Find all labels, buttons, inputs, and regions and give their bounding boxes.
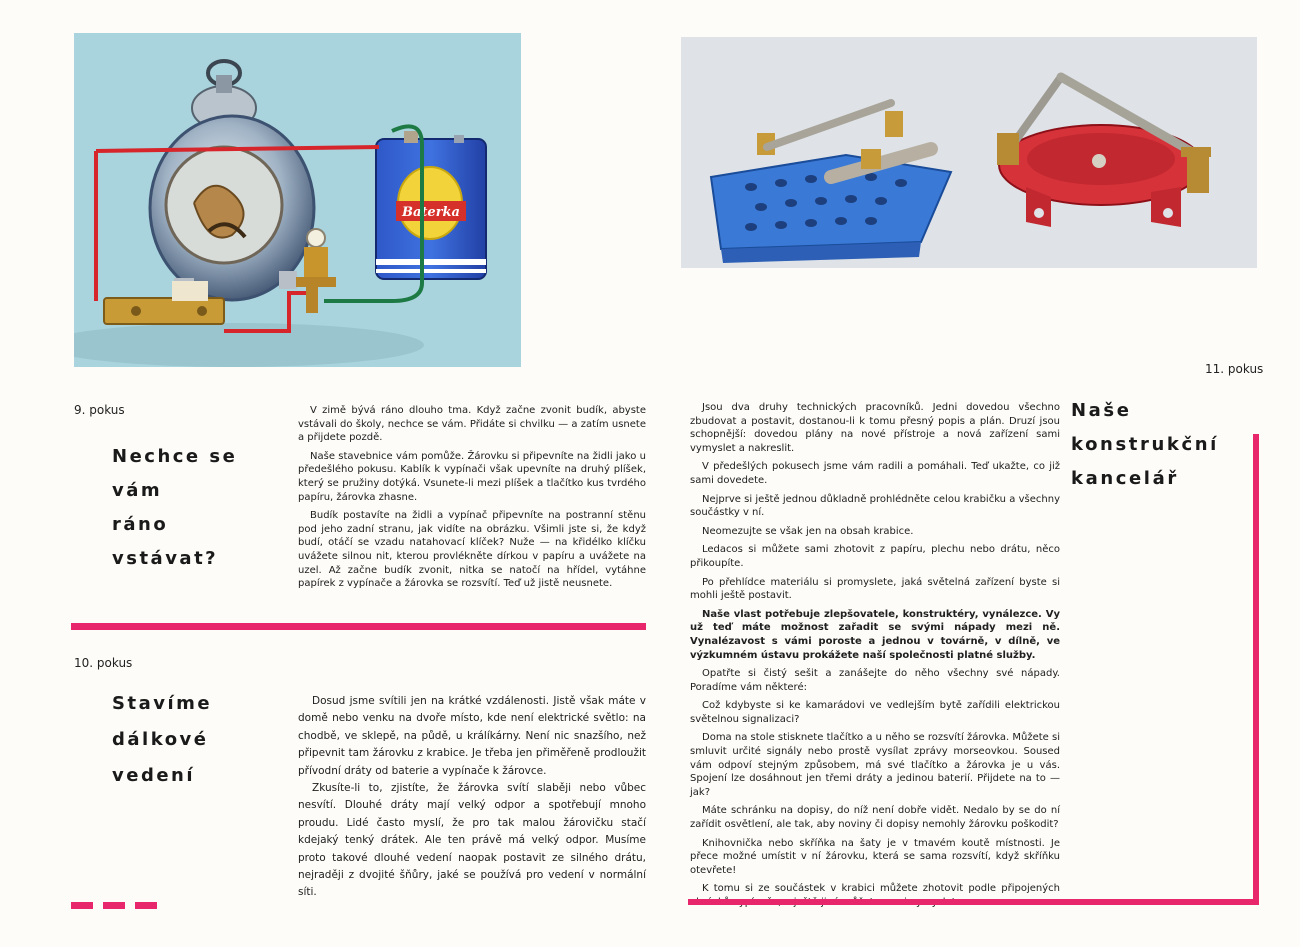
exp10-title-line1: Stavíme (112, 693, 213, 714)
exp11-paragraph: Což kdybyste si ke kamarádovi ve vedlejším bytě zařídili elektrickou světelnou signalizaci? (690, 700, 1060, 725)
exp9-paragraph: Naše stavebnice vám pomůže. Žárovku si připevníte na židli jako u předešlého pokusu. Kablík k vypínači však upevníte na druhý plíšek, který se pružiny dotýká. Vsunete-li mezi plíšek a tlačítko kus tvrdého papíru, žárovka zhasne. (298, 450, 646, 503)
exp9-text (298, 404, 646, 596)
exp11-text (690, 401, 1060, 915)
decor-dash (103, 902, 125, 909)
exp11-paragraph: Po přehlídce materiálu si promyslete, jaká světelná zařízení byste si mohli ještě postavit. (690, 576, 1060, 602)
exp10-label: 10. pokus (74, 656, 133, 670)
alarm-clock-illustration (74, 33, 521, 367)
exp10-text (298, 693, 646, 902)
exp10-paragraph: Zkusíte-li to, zjistíte, že žárovka svítí slaběji nebo vůbec nesvítí. Dlouhé dráty mají velký odpor a spotřebují mnoho proudu. Lidé často myslí, že pro tak malou žárovičku stačí kdejaký tenký drátek. Ale ten právě má velký odpor. Musíme proto takové dlouhé vedení naopak postavit ze silného drátu, nejraději z dvojité šňůry, jaké se používá pro vedení v normální síti. (298, 782, 646, 899)
exp11-title-line1: Naše konstrukční (1071, 400, 1219, 455)
exp11-paragraph: Doma na stole stisknete tlačítko a u něho se rozsvítí žárovka. Můžete si smluvit určité signály nebo prostě vysílat zprávy morseovkou. Soused vám odpoví stejným způsobem, má své tlačítko a žárovka je u vás. Spojení lze dosáhnout jen třemi dráty a jedinou baterií. Přijdete na to — jak? (690, 732, 1060, 798)
frame-line-vertical (1253, 434, 1259, 902)
switches-photo (681, 37, 1257, 268)
exp11-paragraph: V předešlých pokusech jsme vám radili a pomáhali. Teď ukažte, co již sami dovedete. (690, 461, 1060, 486)
exp11-title-line2: kancelář (1071, 468, 1179, 489)
exp9-paragraph: V zimě bývá ráno dlouho tma. Když začne zvonit budík, abyste vstávali do školy, nechce se vám. Přidáte si chvilku — a zatím usnete a přijdete pozdě. (298, 405, 646, 444)
bulb (307, 229, 325, 247)
battery-brand-label: Baterka (402, 205, 460, 220)
frame-line-horizontal (688, 899, 1259, 905)
switches-illustration (681, 37, 1257, 268)
exp11-paragraph: Knihovnička nebo skříňka na šaty je v tmavém koutě místnosti. Je přece možné umístit v ní žárovku, která se sama rozsvítí, když skříňku otevřete! (690, 837, 1060, 876)
exp11-title (1071, 394, 1271, 496)
exp9-paragraph: Budík postavíte na židli a vypínač připevníte na postranní stěnu pod jeho zadní stranu, jak vidíte na obrázku. Všimli jste si, že když budí, otáčí se vzadu natahovací klíček? Nuže — na křidélko klíčku uvážete silnou nit, kterou provlékněte dírkou v papíru a uvážete na uzel. Až začne budík zvonit, nitka se natočí na hřídel, vytáhne papírek z vypínače a žárovka se rozsvítí. Teď už jistě neusnete. (298, 510, 646, 590)
exp11-paragraph: Ledacos si můžete sami zhotovit z papíru, plechu nebo drátu, něco přikoupíte. (690, 544, 1060, 569)
exp11-paragraph-bold: Naše vlast potřebuje zlepšovatele, konstruktéry, vynálezce. Vy už teď máte možnost zařadit se svými nápady mezi ně. Vynalézavost s vámi poroste a jednou v továrně, v dílně, ve výzkumném ústavu prokážete naší společnosti platné služby. (690, 608, 1060, 661)
exp11-paragraph: Neomezujte se však jen na obsah krabice. (702, 525, 914, 537)
exp10-title-line2: dálkové (112, 729, 209, 750)
exp10-paragraph: Dosud jsme svítili jen na krátké vzdálenosti. Jistě však máte v domě nebo venku na dvoře místo, kde není elektrické světlo: na chodbě, ve sklepě, na půdě, u králíkárny. Není nic snazšího, než připevnit tam žárovku z krabice. Je třeba jen přiměřeně prodloužit přívodní dráty od baterie a vypínače k žárovce. (298, 695, 646, 777)
exp11-paragraph: Jsou dva druhy technických pracovníků. Jedni dovedou všechno zbudovat a postavit, dostanou-li k tomu přesný popis a plán. Druzí jsou schopnější: dovedou plány na nové přístroje a nová zařízení sami vymyslet a nakreslit. (690, 402, 1060, 454)
alarm-clock-experiment-photo (74, 33, 521, 367)
exp10-title (112, 686, 262, 794)
exp10-title-line3: vedení (112, 765, 196, 786)
exp11-paragraph: K tomu si ze součástek v krabici můžete zhotovit podle připojených (702, 883, 1060, 895)
exp9-title (112, 440, 282, 576)
exp11-label: 11. pokus (1205, 362, 1264, 376)
section-divider (71, 623, 646, 630)
exp9-title-line2: ráno vstávat? (112, 514, 219, 569)
exp11-paragraph: Opatřte si čistý sešit a zanášejte do něho všechny své nápady. Poradíme vám některé: (690, 668, 1060, 693)
exp9-title-line1: Nechce se vám (112, 446, 238, 501)
exp9-label: 9. pokus (74, 403, 125, 417)
decor-dash (71, 902, 93, 909)
decor-dash (135, 902, 157, 909)
exp11-paragraph: Nejprve si ještě jednou důkladně prohlédněte celou krabičku a všechny součástky v ní. (690, 493, 1060, 519)
exp11-paragraph: Máte schránku na dopisy, do níž není dobře vidět. Nedalo by se do ní zařídit osvětlení, ale tak, aby noviny či dopisy nemohly žárovku poškodit? (690, 805, 1060, 831)
